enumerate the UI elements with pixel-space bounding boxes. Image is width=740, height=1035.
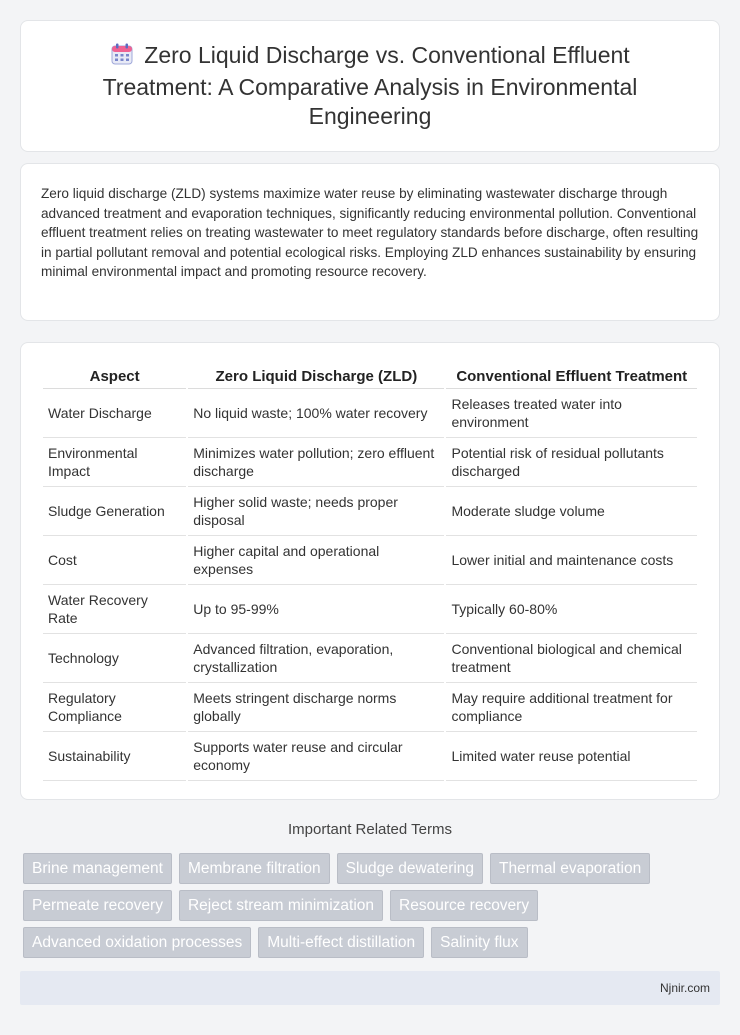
cell-zld: Higher capital and operational expenses: [188, 536, 444, 585]
tag-sludge-dewatering[interactable]: Sludge dewatering: [337, 853, 483, 884]
table-row: [43, 389, 697, 438]
tag-salinity-flux[interactable]: Salinity flux: [431, 927, 527, 958]
cell-aspect: Water Recovery Rate: [43, 585, 186, 634]
tag-resource-recovery[interactable]: Resource recovery: [390, 890, 538, 921]
cell-zld: Advanced filtration, evaporation, crystallization: [188, 634, 444, 683]
table-header-row: [43, 363, 697, 389]
cell-aspect: Sludge Generation: [43, 487, 186, 536]
tag-row: [23, 853, 723, 884]
cell-aspect: Environmental Impact: [43, 438, 186, 487]
cell-conventional: Potential risk of residual pollutants discharged: [446, 438, 697, 487]
tag-membrane-filtration[interactable]: Membrane filtration: [179, 853, 330, 884]
cell-conventional: May require additional treatment for compliance: [446, 683, 697, 732]
cell-conventional: Typically 60-80%: [446, 585, 697, 634]
table-row: [43, 683, 697, 732]
table-row: [43, 732, 697, 781]
cell-zld: Minimizes water pollution; zero effluent discharge: [188, 438, 444, 487]
table-row: [43, 438, 697, 487]
tag-row: [23, 890, 723, 921]
intro-paragraph: Zero liquid discharge (ZLD) systems maximize water reuse by eliminating wastewater discharge through advanced treatment and evaporation techniques, significantly reducing environmental pollution. Conventional effluent treatment relies on treating wastewater to meet regulatory standards before discharge, often resulting in partial pollutant removal and potential ecological risks. Employing ZLD enhances sustainability by ensuring minimal environmental impact and promoting resource recovery.: [41, 186, 699, 279]
cell-zld: Supports water reuse and circular economy: [188, 732, 444, 781]
tag-row: [23, 927, 723, 958]
tag-thermal-evaporation[interactable]: Thermal evaporation: [490, 853, 650, 884]
page-title: [61, 41, 679, 131]
cell-zld: No liquid waste; 100% water recovery: [188, 389, 444, 438]
cell-conventional: Releases treated water into environment: [446, 389, 697, 438]
header-aspect: Aspect: [43, 363, 186, 389]
tag-permeate-recovery[interactable]: Permeate recovery: [23, 890, 172, 921]
header-zld: Zero Liquid Discharge (ZLD): [188, 363, 444, 389]
table-row: [43, 536, 697, 585]
tag-advanced-oxidation[interactable]: Advanced oxidation processes: [23, 927, 251, 958]
comparison-table: [41, 363, 699, 781]
cell-zld: Meets stringent discharge norms globally: [188, 683, 444, 732]
footer-site[interactable]: Njnir.com: [659, 981, 710, 995]
related-terms-title: Important Related Terms: [288, 821, 452, 838]
cell-aspect: Regulatory Compliance: [43, 683, 186, 732]
cell-zld: Higher solid waste; needs proper disposal: [188, 487, 444, 536]
header-conventional: Conventional Effluent Treatment: [446, 363, 697, 389]
cell-aspect: Water Discharge: [43, 389, 186, 438]
cell-aspect: Sustainability: [43, 732, 186, 781]
tag-multi-effect-distillation[interactable]: Multi-effect distillation: [258, 927, 424, 958]
intro-card: [20, 163, 720, 321]
footer: [20, 971, 720, 1005]
calendar-icon: [110, 42, 134, 73]
title-card: [20, 20, 720, 152]
table-row: [43, 585, 697, 634]
cell-aspect: Technology: [43, 634, 186, 683]
related-terms: [23, 853, 723, 964]
cell-conventional: Lower initial and maintenance costs: [446, 536, 697, 585]
comparison-card: [20, 342, 720, 800]
tag-reject-stream-minimization[interactable]: Reject stream minimization: [179, 890, 383, 921]
cell-conventional: Limited water reuse potential: [446, 732, 697, 781]
table-row: [43, 487, 697, 536]
tag-brine-management[interactable]: Brine management: [23, 853, 172, 884]
cell-conventional: Conventional biological and chemical treatment: [446, 634, 697, 683]
table-row: [43, 634, 697, 683]
cell-conventional: Moderate sludge volume: [446, 487, 697, 536]
cell-aspect: Cost: [43, 536, 186, 585]
cell-zld: Up to 95-99%: [188, 585, 444, 634]
page-title-text: Zero Liquid Discharge vs. Conventional Effluent Treatment: A Comparative Analysis in Environmental Engineering: [102, 42, 638, 129]
